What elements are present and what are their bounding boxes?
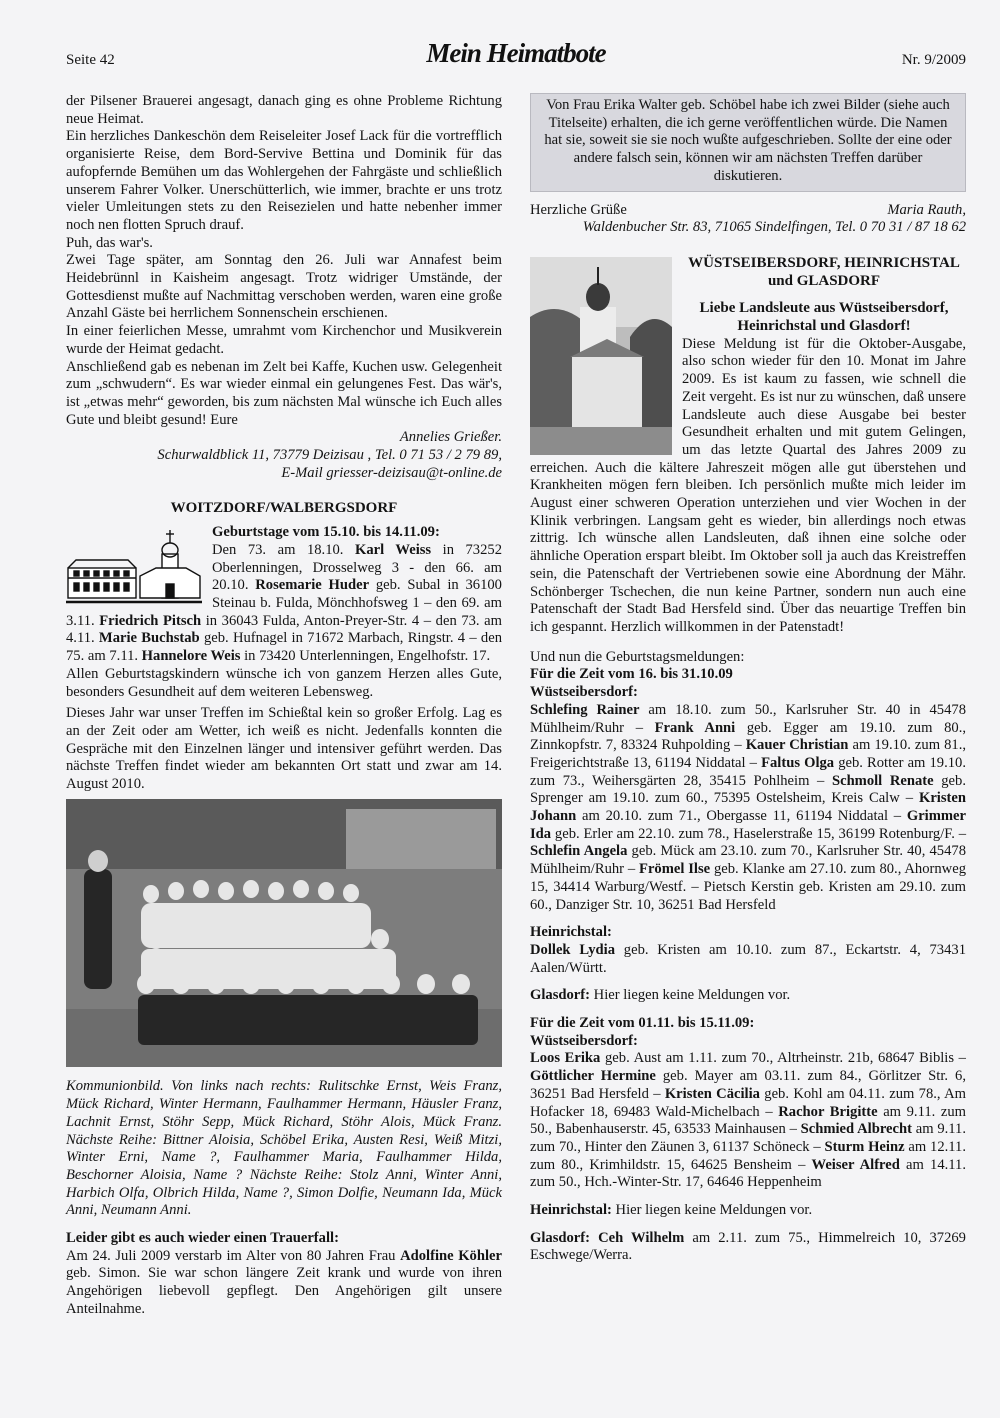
- paragraph: In einer feierlichen Messe, umrahmt vom Kirchenchor und Musikverein wurde der Heimat gedacht.: [66, 323, 502, 357]
- birthday-name: Kristen Cäcilia: [664, 1085, 760, 1102]
- left-column: [66, 93, 502, 1319]
- greeting-name: Maria Rauth,: [887, 201, 966, 218]
- right-column: [530, 93, 966, 1265]
- birthday-name: Schlefing Rainer: [530, 701, 640, 718]
- greeting-line: [530, 202, 966, 220]
- place-heading: Glasdorf:: [530, 987, 590, 1004]
- mourning-text: geb. Simon. Sie war schon längere Zeit krank und wurde von ihren Angehörigen liebevoll gepflegt. Den Angehörigen gilt unsere Anteilnahme.: [66, 1265, 502, 1317]
- period-heading: Für die Zeit vom 01.11. bis 15.11.09:: [530, 1015, 755, 1032]
- birthday-name: Faltus Olga: [761, 754, 835, 771]
- section-title-wuestseibersdorf: WÜSTSEIBERSDORF, HEINRICHSTAL und GLASDORF: [688, 254, 960, 289]
- birthday-name: Karl Weiss: [354, 541, 432, 558]
- issue-number: Nr. 9/2009: [901, 52, 966, 68]
- birthday-text: geb. Rotter am 19.10. zum 73., Weihersgärten 28, 35415 Pohlheim –: [530, 754, 966, 789]
- birthday-heading: Geburtstage vom 15.10. bis 14.11.09:: [212, 524, 440, 541]
- author-email: E-Mail griesser-deizisau@t-online.de: [281, 464, 502, 481]
- place-heading: Heinrichstal:: [530, 924, 612, 941]
- birthday-text: am 20.10. zum 71., Obergasse 11, 61194 Niddatal –: [576, 808, 907, 825]
- birthday-name: Dollek Lydia: [530, 941, 616, 958]
- birthday-text: in 36043 Fulda, Anton-Preyer-Str. 4 – den 73. am 4.11.: [66, 612, 503, 647]
- birthday-text: geb. Erler am 22.10. zum 78., Haselerstraße 15, 36199 Rotenburg/F. –: [551, 825, 966, 842]
- wuestseibersdorf-section: [530, 255, 966, 637]
- birthday-text: geb. Aust am 1.11. zum 70., Altrheinstr. 21b, 68647 Biblis –: [600, 1050, 966, 1067]
- birthday-name: Kristen Johann: [530, 790, 966, 825]
- birthday-name: Marie Buchstab: [98, 630, 200, 647]
- notice-box: [530, 93, 966, 192]
- birthday-text: am 19.10. zum 81., Freigerichtstraße 13, 61194 Niddatal –: [530, 737, 966, 771]
- birthday-text: geb. Mayer am 03.11. zum 84., Görlitzer Str. 6, 36251 Bad Hersfeld –: [530, 1068, 966, 1102]
- birthday-name: Frömel Ilse: [639, 861, 711, 878]
- birthday-block: [66, 524, 502, 666]
- birthday-name: Rosemarie Huder: [255, 577, 370, 594]
- place-heading: Wüstseibersdorf:: [530, 684, 638, 701]
- birthday-text: geb. Subal in 36100 Steinau b. Fulda, Mönchhofsweg 1 – den 69. am 3.11.: [66, 577, 502, 629]
- birthday-text: am 14.11. zum 50., Hch.-Winter-Str. 17, 64646 Heppenheim: [530, 1156, 966, 1191]
- paragraph: der Pilsener Brauerei angesagt, danach ging es ohne Probleme Richtung neue Heimat.: [66, 93, 502, 127]
- birthday-intro: Und nun die Geburtstagsmeldungen:: [530, 648, 745, 665]
- birthday-text: geb. Egger am 19.10. zum 80., Zinnkopfstr. 7, 83324 Ruhpolding –: [530, 719, 966, 754]
- salutation: Liebe Landsleute aus Wüstseibersdorf, Heinrichstal und Glasdorf!: [699, 300, 949, 335]
- birthday-name: Ceh Wilhelm: [598, 1229, 685, 1246]
- birthday-name: Weiser Alfred: [811, 1156, 900, 1173]
- birthday-text: geb. Sprenger am 19.10. zum 60., 75395 Ostelsheim, Kreis Calw –: [530, 772, 966, 807]
- letter-body: Diese Meldung ist für die Oktober-Ausgabe, also schon wieder für den 10. Monat im Jahre 2009. Es ist kaum zu fassen, wie schnell die Zeit vergeht. Es ist nur zu wünschen, daß unsere Landsleute auch diese Ausgabe bei bester Gesundheit erhalten und mit gutem Gelingen, um das letzte Quartal des Jahres 2009 zu erreichen. Auch die kältere Jahreszeit mögen alle gut überstehen und Krankheiten mögen fern bleiben. Ich persönlich mußte mich leider im August einer schweren Operation unterziehen und vier Wochen in der Klinik verbringen. Langsam geht es wieder, bin allerdings noch etwas zittrig. Ich wünsche allen Landsleuten, daß ihnen eine solche oder ähnliche Operation erspart bleibt. Im Oktober soll ja auch das Kreistreffen sein, die Patenschaft der Vertriebenen sowie eine Abordnung der Mähr. Schönberger Tschechen, die nun keine Partner, sondern nun auch eine Patenschaft der Stadt Bad Hersfeld sind. Über das neuartige Treffen bin ich gespannt. Herzlich willkommen in der Patenstadt!: [530, 335, 966, 635]
- place-heading: Glasdorf:: [530, 1229, 590, 1246]
- birthday-text: am 2.11. zum 75., Himmelreich 10, 37269 Eschwege/Werra.: [530, 1229, 966, 1264]
- page-header: [66, 38, 966, 78]
- paragraph: Zwei Tage später, am Sonntag den 26. Juli war Annafest beim Heidebrünnl in Kaisheim angesagt. Trotz widriger Umstände, der Gottesdienst mußte auf Nachmittag verschoben werden, waren eine große Anzahl Gäste bei herrlichem Sonnenschein erschienen.: [66, 252, 502, 322]
- author-name: Annelies Grießer.: [399, 429, 502, 446]
- birthday-text: am 12.11. zum 80., Krimhildstr. 15, 64625 Bensheim –: [530, 1138, 966, 1173]
- birthday-text: geb. Klanke am 27.10. zum 80., Ahornweg 15, 34414 Warburg/Westf. – Pietsch Kerstin geb. Kristen am 29.10. zum 60., Danziger Str. 10, 36251 Bad Hersfeld: [530, 861, 966, 913]
- birthday-text: am 9.11. zum 70., Hinter den Zäunen 3, 61137 Schöneck –: [530, 1121, 966, 1155]
- masthead: Mein Heimatbote: [426, 38, 606, 68]
- birthday-text: geb. Kohl am 04.11. zum 78., Am Hofacker 18, 69483 Wald-Michelbach –: [530, 1085, 966, 1120]
- paragraph: Puh, das war's.: [66, 234, 153, 251]
- birthday-name: Friedrich Pitsch: [99, 612, 202, 629]
- greeting: Herzliche Grüße: [530, 201, 627, 218]
- paragraph: Anschließend gab es nebenan im Zelt bei Kaffe, Kuchen usw. Gelegenheit zum „schwudern“. Es war wieder einmal ein gelungenes Fest. Das wär's, ist „etwas mehr“ geworden, bis zum nächsten Mal wünsche ich Euch alles Gute und bleibt gesund! Eure: [66, 358, 502, 428]
- birthday-text: Den 73. am 18.10.: [212, 541, 355, 558]
- birthday-name: Frank Anni: [654, 719, 736, 736]
- birthday-text: geb. Hufnagel in 71672 Marbach, Ringstr. 4 – den 75. am 7.11.: [66, 630, 502, 665]
- birthday-text: am 9.11. zum 50., Babenhauserstr. 45, 63533 Mainhausen –: [530, 1103, 966, 1138]
- no-entries-text: Hier liegen keine Meldungen vor.: [611, 1202, 813, 1219]
- birthday-text: in 73420 Unterlenningen, Engelhofstr. 17.: [240, 648, 491, 665]
- birthday-name: Rachor Brigitte: [778, 1103, 878, 1120]
- birthday-name: Hannelore Weis: [141, 648, 241, 665]
- place-heading: Wüstseibersdorf:: [530, 1032, 638, 1049]
- photo-caption: Kommunionbild. Von links nach rechts: Rulitschke Ernst, Weis Franz, Mück Richard, Winter Hermann, Faulhammer Hermann, Häusler Franz, Lachnit Ernst, Stöhr Sepp, Mück Richard, Stöhr Alois, Mück Franz. Nächste Reihe: Bittner Aloisia, Schöbel Erika, Austen Resi, Weiß Mitzi, Winter Erni, Name ?, Faulhammer Maria, Faulhammer Hilda, Beschorner Aloisia, Name ? Nächste Reihe: Stolz Anni, Winter Anni, Harbich Olfa, Olbrich Hilda, Name ?, Simon Dolfie, Neumann Ida, Mück Anni, Neumann Anni.: [66, 1078, 502, 1219]
- birthday-name: Kauer Christian: [745, 737, 849, 754]
- mourning-text: Am 24. Juli 2009 verstarb im Alter von 80 Jahren Frau: [66, 1247, 401, 1264]
- deceased-name: Adolfine Köhler: [400, 1247, 502, 1264]
- no-entries-text: Hier liegen keine Meldungen vor.: [590, 987, 791, 1004]
- greeting-address: Waldenbucher Str. 83, 71065 Sindelfingen, Tel. 0 70 31 / 87 18 62: [582, 219, 966, 236]
- birthday-name: Schmied Albrecht: [800, 1121, 912, 1138]
- communion-photo: [66, 799, 502, 1067]
- birthday-text: in 73252 Oberlenningen, Drosselweg 3 - den 66. am 20.10.: [212, 541, 502, 594]
- birthday-name: Loos Erika: [530, 1050, 601, 1067]
- village-church-icon: [66, 528, 204, 606]
- page-number: Seite 42: [66, 52, 115, 68]
- birthday-text: geb. Kristen am 10.10. zum 87., Eckartstr. 4, 73431 Aalen/Württ.: [530, 941, 966, 976]
- church-photo: [530, 257, 672, 455]
- birthday-name: Schmoll Renate: [831, 772, 934, 789]
- birthday-name: Göttlicher Hermine: [530, 1068, 656, 1085]
- birthday-text: am 18.10. zum 50., Karlsruher Str. 40 in 45478 Mühlheim/Ruhr –: [530, 701, 966, 736]
- birthday-name: Schlefin Angela: [530, 843, 628, 860]
- period-heading: Für die Zeit vom 16. bis 31.10.09: [530, 666, 733, 683]
- birthday-name: Sturm Heinz: [824, 1138, 905, 1155]
- birthday-name: Grimmer Ida: [530, 808, 966, 842]
- place-heading: Heinrichstal:: [530, 1202, 612, 1219]
- paragraph: Allen Geburtstagskindern wünsche ich von ganzem Herzen alles Gute, besonders Gesundheit auf dem weiteren Lebensweg.: [66, 665, 502, 700]
- mourning-heading: Leider gibt es auch wieder einen Trauerfall:: [66, 1230, 339, 1247]
- birthday-text: geb. Mück am 23.10. zum 70., Karlsruher Str. 40, 45478 Mühlheim/Ruhr –: [530, 843, 966, 878]
- paragraph: Dieses Jahr war unser Treffen im Schießtal kein so großer Erfolg. Lag es an der Zeit oder am Wetter, ich weiß es nicht. Jedenfalls konnten die Gespräche mit den Einzelnen länger und intensiver geführt werden. Das nächste Treffen findet wieder am bekannten Ort statt und zwar am 14. August 2010.: [66, 705, 502, 793]
- paragraph: Ein herzliches Dankeschön dem Reiseleiter Josef Lack für die vortrefflich organisierte Reise, dem Bord-Servive Bettina und Dominik für das aufopfernde Bemühen um das Wohlergehen der Fahrgäste und schließlich unserem Fahrer Volker. Unerschütterlich, wie immer, brachte er uns trotz vieler Umleitungen stets zu den Reisezielen und hatte nebenher immer noch nen flotten Spruch drauf.: [66, 128, 502, 233]
- notice-text: Von Frau Erika Walter geb. Schöbel habe ich zwei Bilder (siehe auch Titelseite) erhalten, die ich gerne veröffentlichen würde. Die Namen hat sie, soweit sie sie noch wußte aufgeschrieben. Sollte der eine oder andere falsch sein, können wir am nächsten Treffen darüber diskutieren.: [544, 97, 952, 184]
- section-title-woitzdorf: WOITZDORF/WALBERGSDORF: [170, 500, 398, 517]
- author-address: Schurwaldblick 11, 73779 Deizisau , Tel. 0 71 53 / 2 79 89,: [157, 447, 502, 464]
